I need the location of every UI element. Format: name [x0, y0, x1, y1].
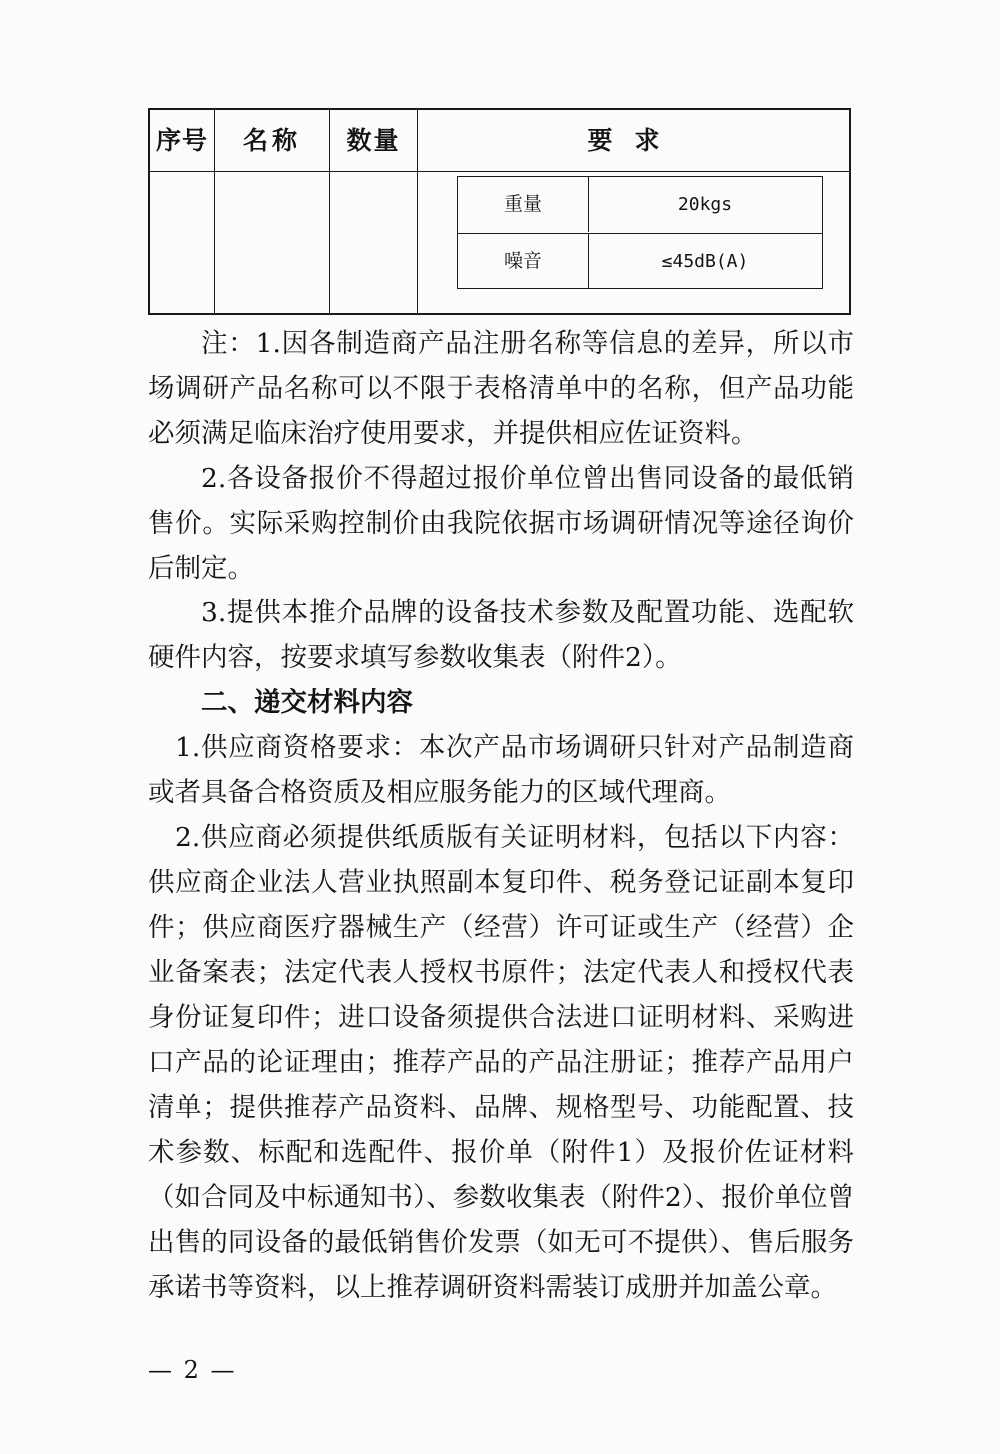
requirements-table — [148, 108, 851, 315]
section-heading: 二、递交材料内容 — [201, 687, 413, 718]
note-1: 注：1.因各制造商产品注册名称等信息的差异，所以市场调研产品名称可以不限于表格清单中的名称，但产品功能必须满足临床治疗使用要求，并提供相应佐证资料。 — [148, 328, 854, 449]
note-2: 2.各设备报价不得超过报价单位曾出售同设备的最低销售价。实际采购控制价由我院依据市场调研情况等途径询价后制定。 — [148, 463, 854, 584]
spec-value: 20kgs — [677, 194, 733, 215]
spec-table — [457, 176, 823, 289]
note-3: 3.提供本推介品牌的设备技术参数及配置功能、选配软硬件内容，按要求填写参数收集表（附件2）。 — [148, 597, 854, 673]
spec-row-noise — [458, 233, 822, 289]
header-index: 序号 — [155, 126, 208, 155]
spec-value: ≤45dB(A) — [661, 251, 749, 272]
paragraph-qualification: 1.供应商资格要求：本次产品市场调研只针对产品制造商或者具备合格资质及相应服务能力的区域代理商。 — [148, 732, 854, 808]
spec-row-weight — [458, 177, 822, 232]
page-number: — 2 — — [148, 1356, 237, 1384]
header-requirements: 要求 — [587, 126, 682, 155]
spec-label: 重量 — [458, 177, 589, 232]
header-quantity: 数量 — [346, 126, 401, 155]
spec-label: 噪音 — [458, 234, 589, 289]
header-name: 名称 — [242, 126, 301, 155]
header-divider — [150, 171, 849, 172]
paragraph-materials: 2.供应商必须提供纸质版有关证明材料，包括以下内容：供应商企业法人营业执照副本复印件、税务登记证副本复印件；供应商医疗器械生产（经营）许可证或生产（经营）企业备案表；法定代表人授权书原件；法定代表人和授权代表身份证复印件；进口设备须提供合法进口证明材料、采购进口产品的论证理由；推荐产品的产品注册证；推荐产品用户清单；提供推荐产品资料、品牌、规格型号、功能配置、技术参数、标配和选配件、报价单（附件1）及报价佐证材料（如合同及中标通知书）、参数收集表（附件2）、报价单位曾出售的同设备的最低销售价发票（如无可不提供）、售后服务承诺书等资料，以上推荐调研资料需装订成册并加盖公章。 — [148, 822, 854, 1303]
